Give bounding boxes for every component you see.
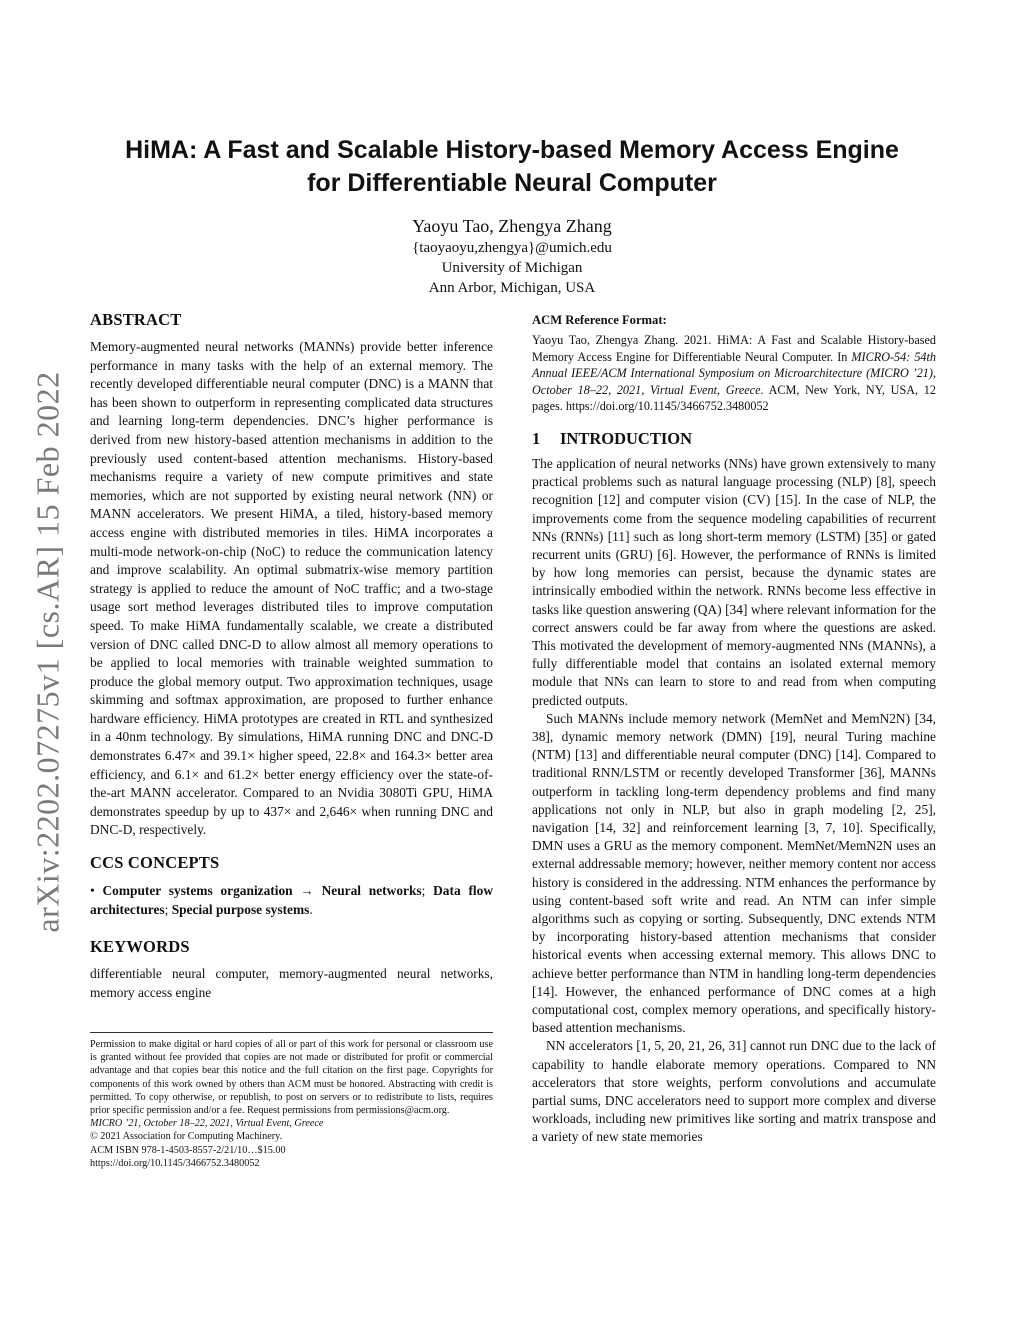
author-affiliation bbox=[0, 238, 1024, 298]
ccs-bullet: • bbox=[90, 883, 103, 899]
arxiv-sidebar bbox=[28, 352, 68, 952]
ccs-separator: ; bbox=[164, 902, 172, 918]
intro-paragraph-1: The application of neural networks (NNs) have grown extensively to many practical problems such as natural language processing (NLP) [8], speech recognition [12] and computer vision (CV) [15]. In the case of NLP, the improvements come from the sequence modeling capabilities of recurrent NNs (RNNs) [11] such as long short-term memory (LSTM) [35] or gated recurrent units (GRU) [6]. However, the performance of RNNs is limited by how long memories can persist, because the dynamic states are intrinsically embodied within the network. RNNs become less effective in tasks like question answering (QA) [34] where relevant information for the correct answers could be far away from where the questions are asked. This motivated the development of memory-augmented NNs (MANNs), a fully differentiable model that contains an isolated external memory module that NNs can learn to store to and read from when computing predicted outputs. bbox=[532, 455, 936, 708]
left-column bbox=[90, 310, 493, 1002]
paper-title bbox=[60, 134, 964, 200]
introduction-heading bbox=[532, 429, 936, 449]
abstract-heading: ABSTRACT bbox=[90, 310, 182, 329]
permission-text: Permission to make digital or hard copies of all or part of this work for personal or classroom use is granted without fee provided that copies are not made or distributed for profit or commercial advantage and that copies bear this notice and the full citation on the first page. Copyrights for components of this work owned by others than ACM must be honored. Abstracting with credit is permitted. To copy otherwise, or republish, to post on servers or to redistribute to lists, requires prior specific permission and/or a fee. Request permissions from permissions@acm.org. bbox=[90, 1039, 493, 1117]
ccs-heading: CCS CONCEPTS bbox=[90, 853, 220, 873]
ccs-end: . bbox=[309, 902, 313, 918]
isbn-text: ACM ISBN 978-1-4503-8557-2/21/10…$15.00 bbox=[90, 1144, 286, 1156]
venue-text: MICRO ’21, October 18–22, 2021, Virtual Event, Greece bbox=[90, 1118, 324, 1130]
author-names: Yaoyu Tao, Zhengya Zhang bbox=[412, 216, 612, 236]
author-email[interactable]: {taoyaoyu,zhengya}@umich.edu bbox=[412, 240, 612, 256]
keywords-heading: KEYWORDS bbox=[90, 937, 190, 957]
title-line-1: HiMA: A Fast and Scalable History-based Memory Access Engine bbox=[125, 136, 899, 164]
author-institution: University of Michigan bbox=[441, 260, 583, 276]
intro-paragraph-3: NN accelerators [1, 5, 20, 21, 26, 31] cannot run DNC due to the lack of capability to handle elaborate memory operations. Compared to NN accelerators that store weights, perform convolutions and accumulate partial sums, DNC accelerators need to support more complex and diverse workloads, including new primitives like sorting and matrix transpose and a variety of new state memories bbox=[532, 1038, 936, 1145]
section-title: INTRODUCTION bbox=[560, 428, 693, 448]
reference-venue: MICRO-54: 54th Annual IEEE/ACM International Symposium on Microarchitecture (MICRO ’21), October 18–22, 2021, Virtual Event, Greece bbox=[532, 349, 937, 397]
ccs-concept-3: Special purpose systems bbox=[171, 902, 310, 918]
author-location: Ann Arbor, Michigan, USA bbox=[428, 280, 596, 296]
ccs-concepts bbox=[90, 881, 493, 919]
title-line-2: for Differentiable Neural Computer bbox=[307, 169, 717, 197]
reference-part-1: Yaoyu Tao, Zhengya Zhang. 2021. HiMA: A Fast and Scalable History-based Memory Access Engine for Differentiable Neural Computer. In bbox=[532, 333, 936, 364]
reference-format-text bbox=[532, 332, 936, 415]
section-number: 1 bbox=[532, 428, 541, 448]
keywords-text: differentiable neural computer, memory-augmented neural networks, memory access engine bbox=[90, 966, 493, 1000]
ccs-concept-2: Data flow architectures bbox=[90, 883, 493, 918]
copyright-text: © 2021 Association for Computing Machinery. bbox=[90, 1131, 283, 1143]
right-column bbox=[532, 313, 936, 1147]
arxiv-identifier: arXiv:2202.07275v1 [cs.AR] 15 Feb 2022 bbox=[29, 371, 66, 933]
permission-footnote bbox=[90, 1032, 493, 1170]
reference-part-2: . ACM, New York, NY, USA, 12 pages. https://doi.org/10.1145/3466752.3480052 bbox=[532, 382, 936, 414]
abstract-text: Memory-augmented neural networks (MANNs) provide better inference performance in many tasks with the help of an external memory. The recently developed differentiable neural computer (DNC) is a MANN that has been shown to outperform in representing complicated data structures and learning long-term dependencies. DNC’s higher performance is derived from new history-based attention mechanisms in addition to the previously used content-based attention mechanisms. History-based mechanisms require a variety of new compute primitives and state memories, which are not supported by existing neural network (NN) or MANN accelerators. We present HiMA, a tiled, history-based memory access engine with distributed memories in tiles. HiMA incorporates a multi-mode network-on-chip (NoC) to reduce the communication latency and improve scalability. An optimal submatrix-wise memory partition strategy is applied to reduce the amount of NoC traffic; and a two-stage usage sort method leverages distributed tiles to improve computation speed. To make HiMA fundamentally scalable, we create a distributed version of DNC called DNC-D to allow almost all memory operations to be applied to local memories with trainable weighted summation to produce the global memory output. Two approximation techniques, usage skimming and softmax approximation, are proposed to further enhance hardware efficiency. HiMA prototypes are created in RTL and synthesized in a 40nm technology. By simulations, HiMA running DNC and DNC-D demonstrates 6.47× and 39.1× higher speed, 22.8× and 164.3× better area efficiency, and 6.1× and 61.2× better energy efficiency over the state-of-the-art MANN accelerator. Compared to an Nvidia 3080Ti GPU, HiMA demonstrates speedup by up to 437× and 2,646× when running DNC and DNC-D, respectively. bbox=[90, 339, 493, 838]
ccs-separator: ; bbox=[421, 883, 434, 899]
intro-paragraph-2: Such MANNs include memory network (MemNet and MemN2N) [34, 38], dynamic memory network (DMN) [19], neural Turing machine (NTM) [13] and differentiable neural computer (DNC) [14]. Compared to traditional RNN/LSTM or recently developed Transformer [36], MANNs outperform in tackling long-term dependency problems and find many applications not only in NLP, but also in graph modeling [2, 25], navigation [14, 32] and reinforcement learning [3, 7, 10]. Specifically, DMN uses a GRU as the memory component. MemNet/MemN2N uses an external addressable memory; however, neither memory content nor access history is considered in the addressing. NTM enhances the performance by using content-based soft write and read. An NTM can infer simple algorithms such as copying or sorting. Subsequently, DNC extends NTM by incorporating history-based attention mechanisms that consider historical events when accessing external memory. This allows DNC to achieve better performance than NTM in handling long-term dependencies [14]. However, the enhanced performance of DNC comes at a high computational cost, complex memory operations, and specifically history-based attention mechanisms. bbox=[532, 710, 936, 1036]
reference-format-heading: ACM Reference Format: bbox=[532, 313, 667, 327]
ccs-concept-1: Computer systems organization → Neural networks bbox=[102, 883, 422, 899]
doi-link[interactable]: https://doi.org/10.1145/3466752.3480052 bbox=[90, 1157, 260, 1169]
